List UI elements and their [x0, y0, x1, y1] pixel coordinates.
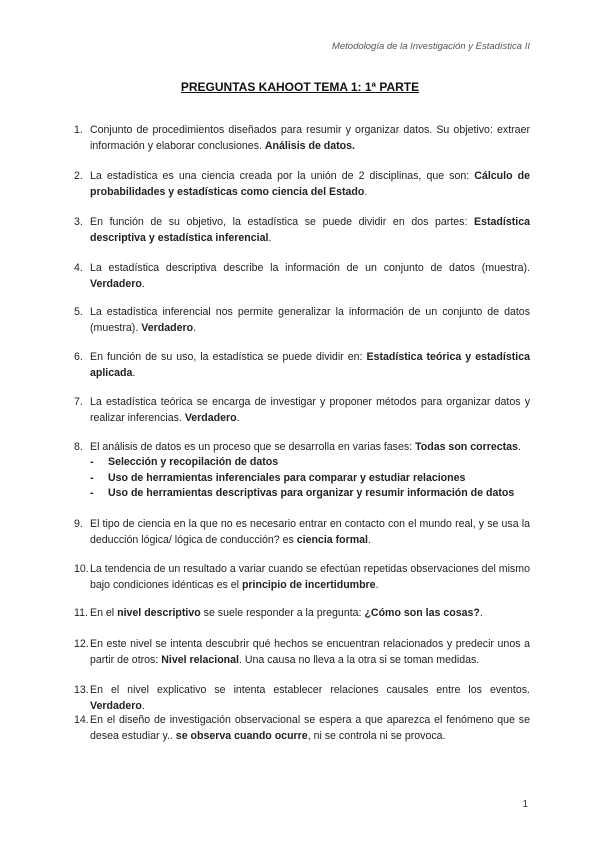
question-number: 1.	[74, 124, 83, 136]
question-tail: .	[268, 232, 272, 244]
question-tail: .	[364, 186, 368, 198]
question-number: 11.	[74, 607, 88, 619]
question-tail: .	[236, 412, 240, 424]
question-2	[74, 168, 530, 200]
question-answer: Todas son correctas	[415, 441, 518, 453]
question-answer: Nivel relacional	[161, 654, 239, 666]
question-answer: Análisis de datos.	[264, 140, 355, 152]
question-text: En el diseño de investigación observacional se espera a que aparezca el fenómeno que se desea estudiar y..	[90, 714, 530, 742]
question-number: 5.	[74, 306, 83, 318]
question-11	[74, 605, 530, 621]
question-number: 4.	[74, 262, 83, 274]
question-text: La estadística es una ciencia creada por la unión de 2 disciplinas, que son:	[90, 170, 470, 182]
question-6	[74, 349, 530, 381]
list-item: - Uso de herramientas descriptivas para organizar y resumir información de datos	[90, 487, 515, 499]
question-number: 7.	[74, 396, 83, 408]
question-answer-2: ¿Cómo son las cosas?	[364, 607, 480, 619]
question-7	[74, 394, 530, 426]
question-tail: .	[141, 700, 145, 712]
question-text: La estadística teórica se encarga de investigar y proponer métodos para organizar datos y realizar inferencias.	[90, 396, 530, 424]
list-item: - Uso de herramientas inferenciales para comparar y estudiar relaciones	[90, 471, 466, 484]
question-8	[74, 439, 530, 455]
question-text: En función de su objetivo, la estadística se puede dividir en dos partes:	[90, 216, 468, 228]
question-number: 6.	[74, 351, 83, 363]
question-tail: .	[193, 322, 197, 334]
running-header: Metodología de la Investigación y Estadística II	[331, 41, 530, 52]
question-tail: . Una causa no lleva a la otra si se toman medidas.	[239, 654, 480, 666]
question-text: El análisis de datos es un proceso que se desarrolla en varias fases:	[90, 441, 413, 453]
question-9	[74, 516, 530, 548]
question-tail-2: .	[479, 607, 483, 619]
question-tail: .	[517, 441, 521, 453]
page-title: PREGUNTAS KAHOOT TEMA 1: 1ª PARTE	[180, 80, 420, 94]
question-tail: se suele responder a la pregunta:	[200, 607, 365, 619]
question-12	[74, 636, 530, 668]
question-3	[74, 214, 530, 246]
question-4	[74, 260, 530, 292]
question-answer: Verdadero	[90, 278, 142, 290]
question-text: La estadística descriptiva describe la información de un conjunto de datos (muestra).	[90, 262, 530, 274]
question-text: En el	[90, 607, 115, 619]
question-answer: Verdadero	[90, 700, 142, 712]
question-text: La tendencia de un resultado a variar cuando se efectúan repetidas observaciones del mismo bajo condiciones idénticas es el	[90, 563, 530, 591]
question-text: En este nivel se intenta descubrir qué hechos se encuentran relacionados y predecir unos a partir de otros:	[90, 638, 530, 666]
question-answer: Estadística teórica y estadística aplicada	[90, 351, 530, 379]
question-tail: .	[367, 534, 371, 546]
question-answer: Verdadero	[141, 322, 194, 334]
question-number: 12.	[74, 638, 89, 650]
question-text: En el nivel explicativo se intenta establecer relaciones causales entre los eventos.	[90, 684, 530, 696]
question-number: 13.	[74, 684, 89, 696]
question-number: 8.	[74, 441, 83, 453]
question-text: En función de su uso, la estadística se puede dividir en:	[90, 351, 363, 363]
question-number: 14.	[74, 714, 89, 726]
question-number: 10.	[74, 563, 89, 575]
question-answer: principio de incertidumbre	[241, 579, 376, 591]
question-answer: Cálculo de probabilidades y estadísticas como ciencia del Estado	[90, 170, 530, 198]
question-10	[74, 561, 530, 593]
question-number: 3.	[74, 216, 83, 228]
question-answer: Verdadero	[184, 412, 237, 424]
question-text: Conjunto de procedimientos diseñados para resumir y organizar datos. Su objetivo: extraer información y elaborar conclusiones.	[90, 124, 530, 152]
question-13	[74, 682, 530, 714]
question-tail: .	[141, 278, 145, 290]
question-tail: .	[375, 579, 379, 591]
list-item: - Selección y recopilación de datos	[90, 456, 279, 468]
question-tail: .	[132, 367, 136, 379]
page-number: 1	[522, 799, 528, 810]
question-text: La estadística inferencial nos permite generalizar la información de un conjunto de datos (muestra).	[90, 306, 530, 334]
question-number: 9.	[74, 518, 83, 530]
question-answer: se observa cuando ocurre	[175, 730, 308, 742]
question-answer: Estadística descriptiva y estadística inferencial	[90, 216, 530, 244]
question-tail: , ni se controla ni se provoca.	[307, 730, 446, 742]
question-answer: nivel descriptivo	[117, 607, 201, 619]
question-answer: ciencia formal	[296, 534, 368, 546]
question-text: El tipo de ciencia en la que no es necesario entrar en contacto con el mundo real, y se usa la deducción lógica/ lógica de conducción? es	[90, 518, 530, 546]
question-1	[74, 122, 530, 154]
phases-list	[90, 455, 530, 502]
question-5	[74, 304, 530, 336]
question-14	[74, 712, 530, 744]
question-number: 2.	[74, 170, 83, 182]
